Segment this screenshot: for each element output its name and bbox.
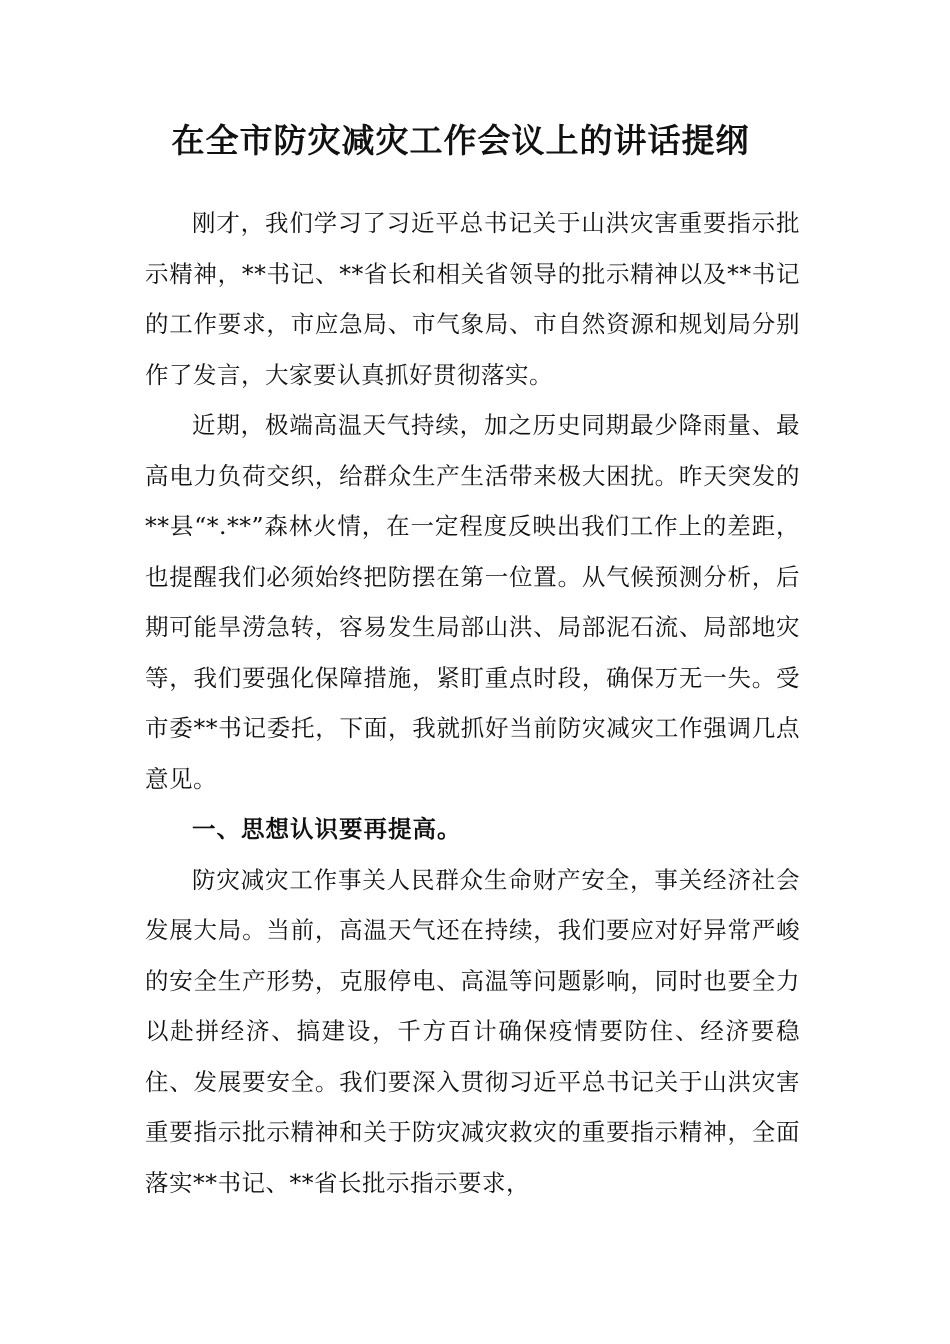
document-title: 在全市防灾减灾工作会议上的讲话提纲 <box>171 121 750 160</box>
paragraph-1: 刚才，我们学习了习近平总书记关于山洪灾害重要指示批示精神，**书记、**省长和相关省领导的批示精神以及**书记的工作要求，市应急局、市气象局、市自然资源和规划局分别作了发言，大家要认真抓好贯彻落实。 <box>145 209 800 389</box>
document-page <box>145 118 800 1208</box>
section-1-heading: 一、思想认识要再提高。 <box>192 815 462 843</box>
paragraph-2: 近期，极端高温天气持续，加之历史同期最少降雨量、最高电力负荷交织，给群众生产生活带来极大困扰。昨天突发的**县“*.**”森林火情，在一定程度反映出我们工作上的差距，也提醒我们必须始终把防摆在第一位置。从气候预测分析，后期可能旱涝急转，容易发生局部山洪、局部泥石流、局部地灾等，我们要强化保障措施，紧盯重点时段，确保万无一失。受市委**书记委托，下面，我就抓好当前防灾减灾工作强调几点意见。 <box>145 411 800 793</box>
paragraph-3: 防灾减灾工作事关人民群众生命财产安全，事关经济社会发展大局。当前，高温天气还在持续，我们要应对好异常严峻的安全生产形势，克服停电、高温等问题影响，同时也要全力以赴拼经济、搞建设，千方百计确保疫情要防住、经济要稳住、发展要安全。我们要深入贯彻习近平总书记关于山洪灾害重要指示批示精神和关于防灾减灾救灾的重要指示精神，全面落实**书记、**省长批示指示要求， <box>145 865 800 1197</box>
